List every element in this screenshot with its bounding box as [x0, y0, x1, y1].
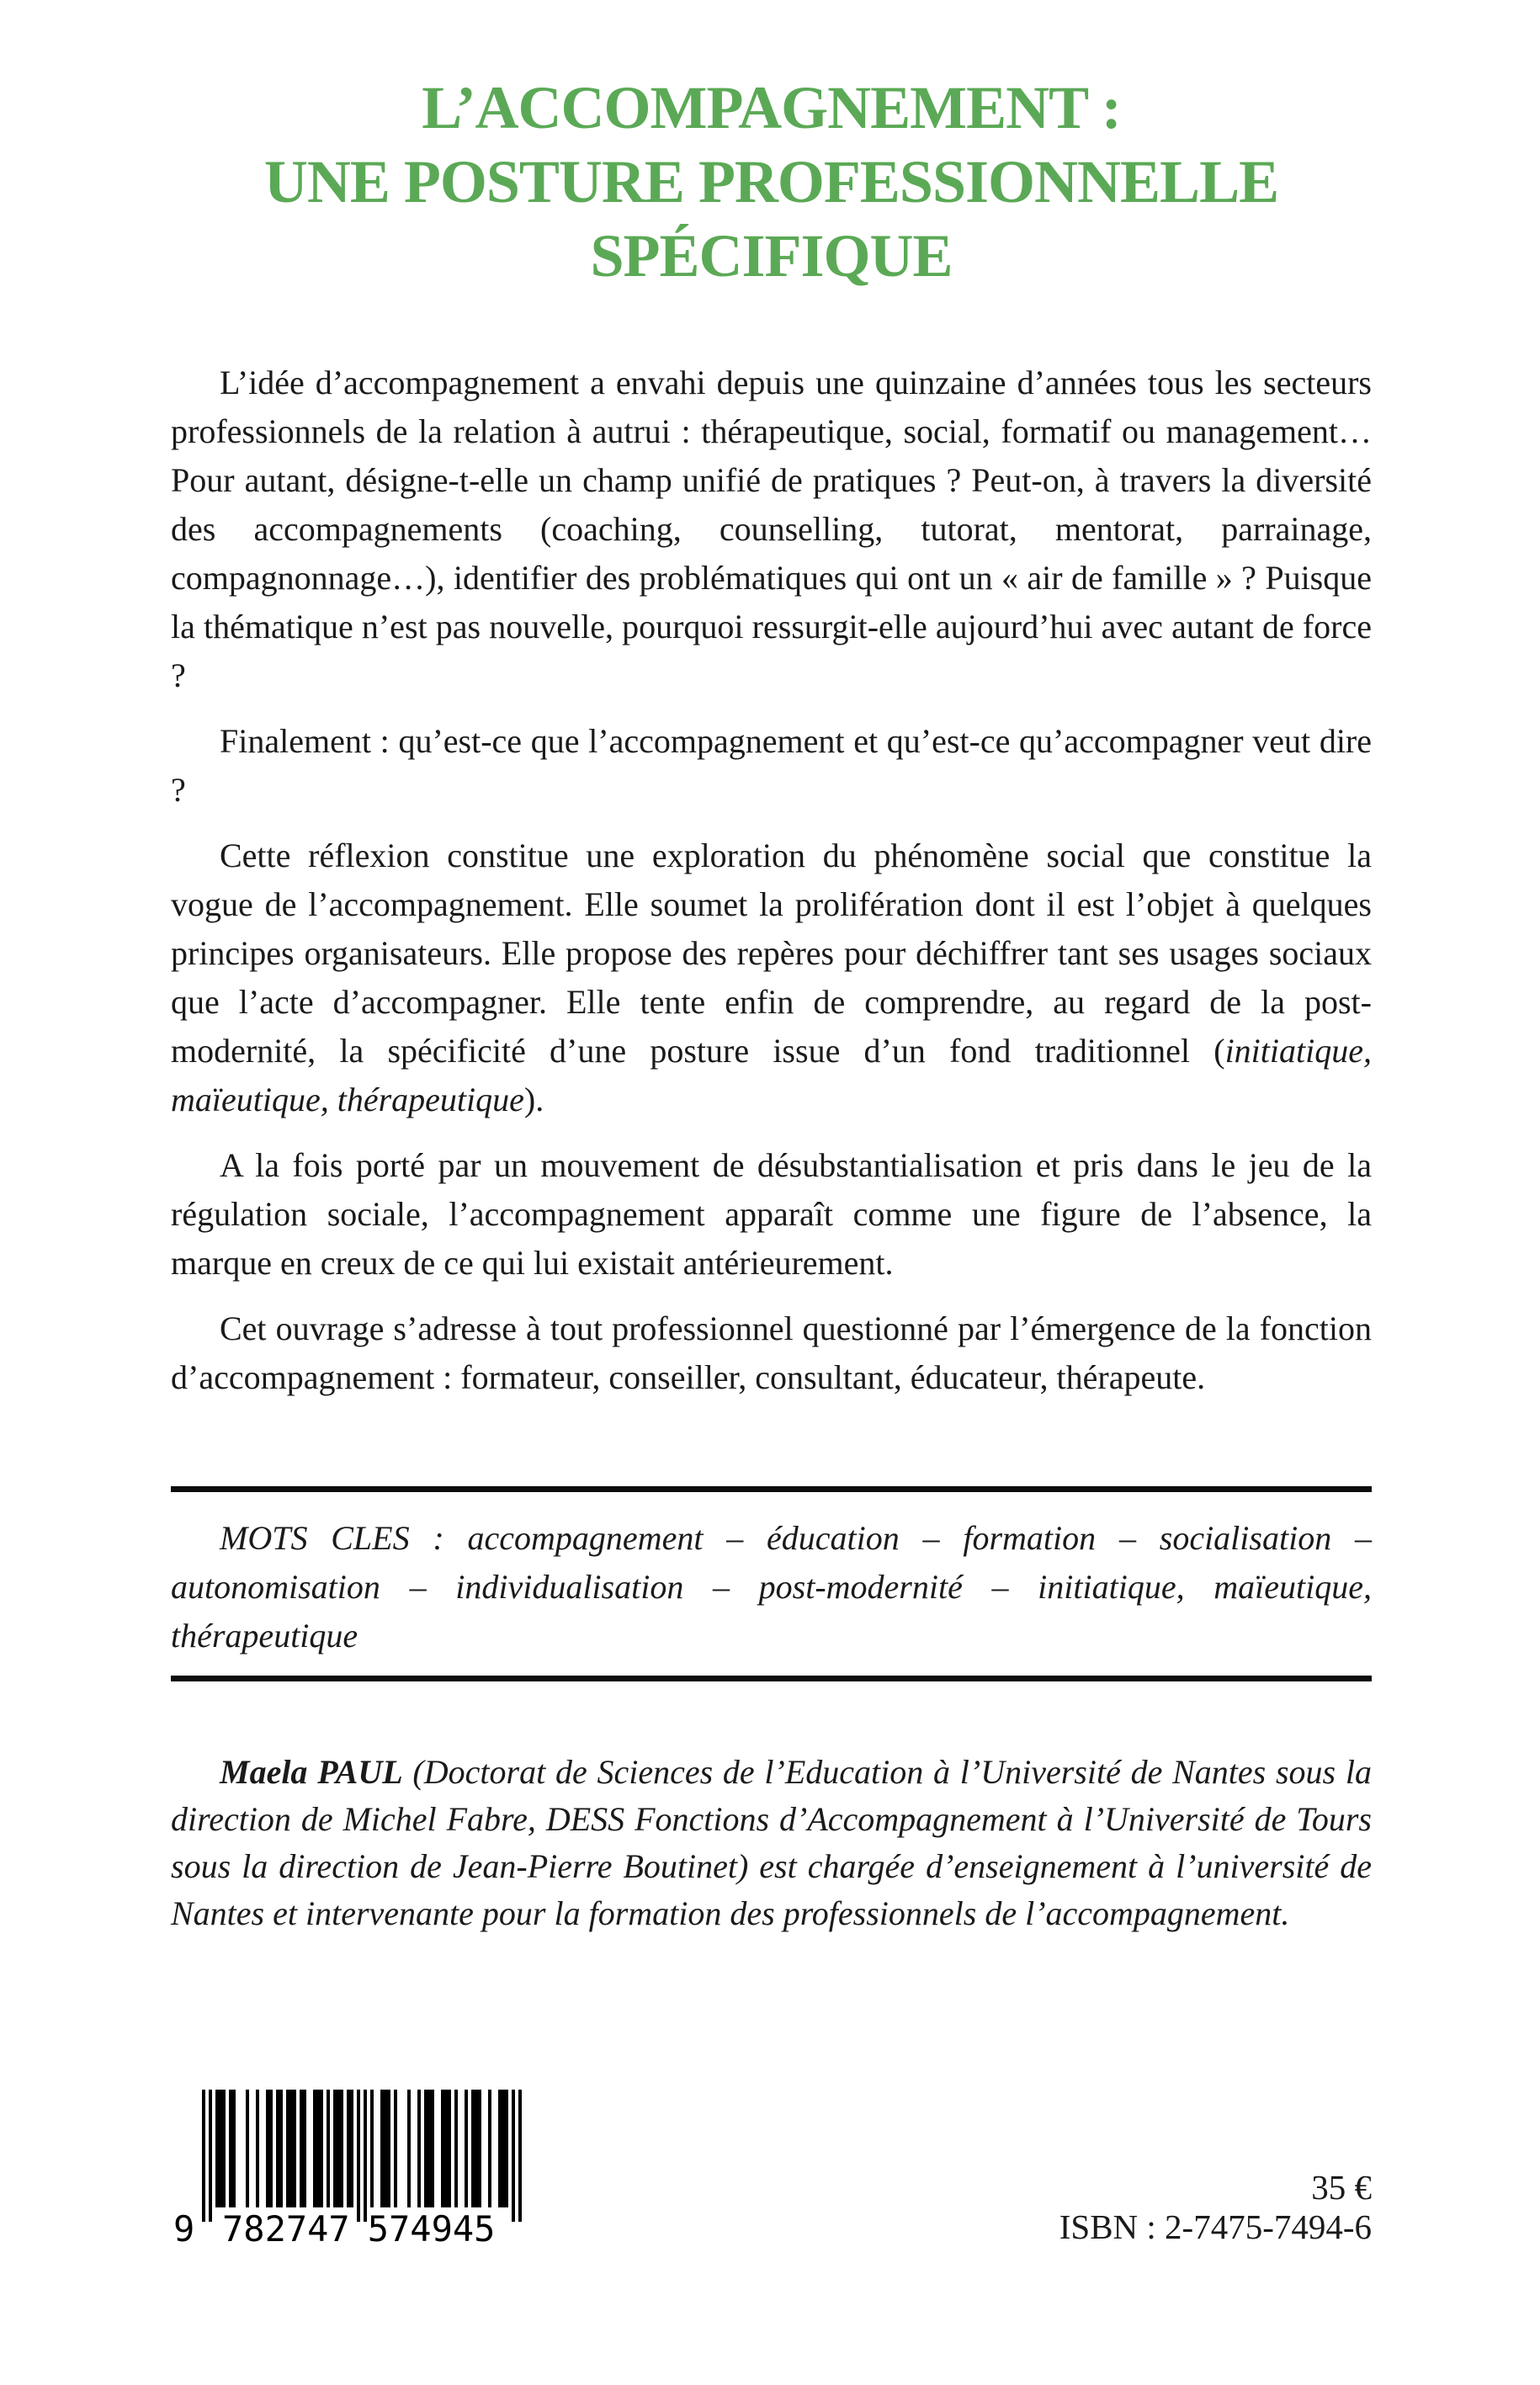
book-title — [171, 71, 1372, 293]
keywords-block — [171, 1514, 1372, 1660]
text-segment: ). — [523, 1081, 544, 1118]
text-segment: Maela PAUL — [220, 1753, 403, 1791]
text-segment: MOTS CLES : accompagnement – éducation – formation – socialisation – autonomisation – individualisation – post-modernité – initiatique, maïeutique, thérapeutique — [171, 1519, 1372, 1655]
text-segment: initiatique, maïeutique, thérapeutique — [171, 1032, 1372, 1118]
synopsis-paragraph-1 — [171, 359, 1372, 700]
barcode-bar — [518, 2090, 522, 2222]
barcode-bars — [202, 2090, 522, 2222]
content-column — [171, 0, 1372, 1937]
keywords-divider-bottom — [171, 1676, 1372, 1681]
barcode-digit-group-2: 574945 — [367, 2208, 496, 2250]
synopsis-paragraph-4 — [171, 1141, 1372, 1288]
synopsis-paragraph-2 — [171, 717, 1372, 815]
barcode — [173, 2090, 522, 2250]
barcode-leading-digit: 9 — [173, 2208, 195, 2250]
isbn: ISBN : 2-7475-7494-6 — [1059, 2207, 1372, 2246]
author-bio — [171, 1749, 1372, 1937]
text-segment: L’idée d’accompagnement a envahi depuis une quinzaine d’années tous les secteurs professionnels de la relation à autrui : thérapeutique, social, formatif ou management… Pour autant, désigne-t-elle un champ unifié de pratiques ? Peut-on, à travers la diversité des accompagnements (coaching, counselling, tutorat, mentorat, parrainage, compagnonnage…), identifier des problématiques qui ont un « air de famille » ? Puisque la thématique n’est pas nouvelle, pourquoi ressurgit-elle aujourd’hui avec autant de force ? — [171, 364, 1372, 694]
book-title-line1: L’ACCOMPAGNEMENT : — [422, 74, 1121, 141]
barcode-digit-group-1: 782747 — [222, 2208, 350, 2250]
synopsis — [171, 359, 1372, 1402]
text-segment: (Doctorat de Sciences de l’Education à l’Université de Nantes sous la direction de Michel Fabre, DESS Fonctions d’Accompagnement à l’Université de Tours sous la direction de Jean-Pierre Boutinet) est chargée d’enseignement à l’université de Nantes et intervenante pour la formation des professionnels de l’accompagnement. — [171, 1753, 1372, 1932]
keywords-divider-top — [171, 1486, 1372, 1492]
text-segment: A la fois porté par un mouvement de désubstantialisation et pris dans le jeu de la régulation sociale, l’accompagnement apparaît comme une figure de l’absence, la marque en creux de ce qui lui existait antérieurement. — [171, 1146, 1372, 1282]
text-segment: Cette réflexion constitue une exploration du phénomène social que constitue la vogue de l’accompagnement. Elle soumet la prolifération dont il est l’objet à quelques principes organisateurs. Elle propose des repères pour déchiffrer tant ses usages sociaux que l’acte d’accompagner. Elle tente enfin de comprendre, au regard de la post-modernité, la spécificité d’une posture issue d’un fond traditionnel ( — [171, 837, 1372, 1070]
text-segment: Cet ouvrage s’adresse à tout professionnel questionné par l’émergence de la fonction d’accompagnement : formateur, conseiller, consultant, éducateur, thérapeute. — [171, 1309, 1372, 1396]
book-title-line2: UNE POSTURE PROFESSIONNELLE SPÉCIFIQUE — [263, 148, 1279, 289]
synopsis-paragraph-3 — [171, 831, 1372, 1124]
text-segment: Finalement : qu’est-ce que l’accompagnement et qu’est-ce qu’accompagner veut dire ? — [171, 722, 1372, 809]
synopsis-paragraph-5 — [171, 1304, 1372, 1402]
barcode-digits — [173, 2208, 522, 2250]
pricing-block — [1059, 2168, 1372, 2247]
price: 35 € — [1311, 2168, 1372, 2207]
